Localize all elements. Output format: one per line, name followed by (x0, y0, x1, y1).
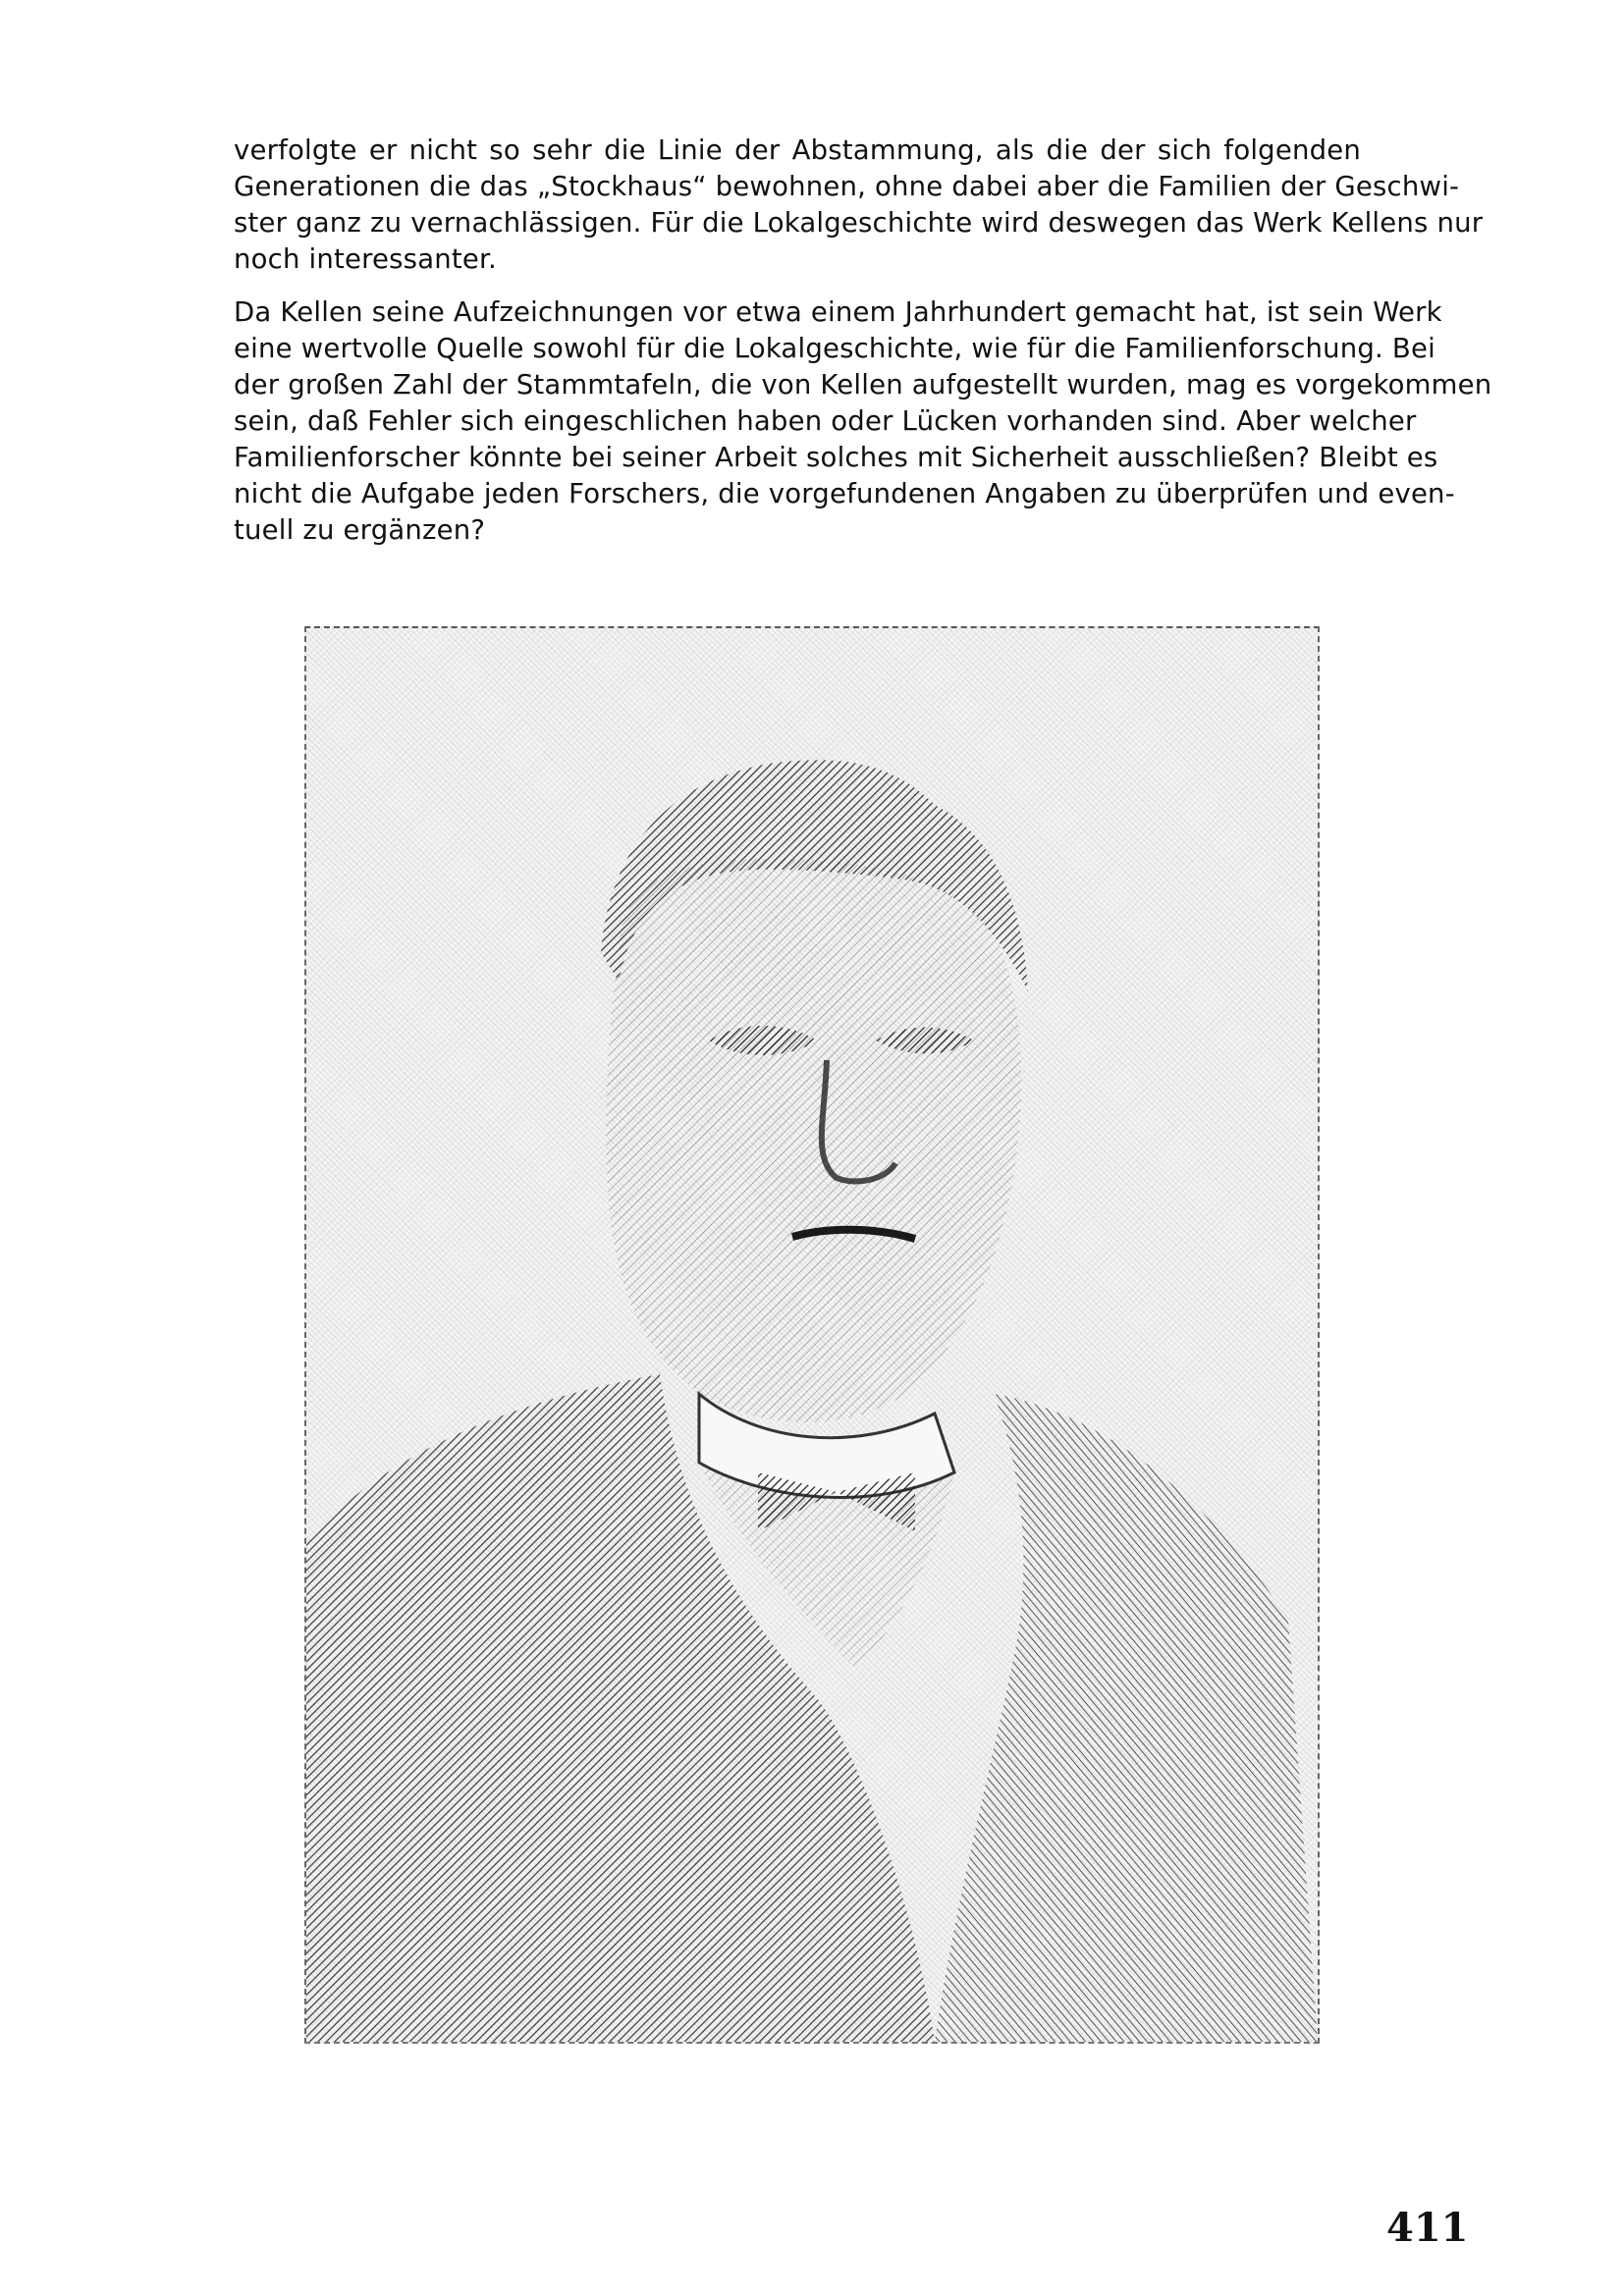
paragraph-1-line-4: noch interessanter. (234, 243, 497, 275)
paragraph-2-line-6: nicht die Aufgabe jeden Forschers, die vorgefundenen Angaben zu überprüfen und even- (234, 478, 1455, 509)
paragraph-2-line-2: eine wertvolle Quelle sowohl für die Lokalgeschichte, wie für die Familienforschung. Bei (234, 333, 1435, 364)
portrait-photo (304, 626, 1320, 2044)
coat-right-shape (935, 1394, 1318, 2042)
paragraph-2-line-3: der großen Zahl der Stammtafeln, die von Kellen aufgestellt wurden, mag es vorgekommen (234, 369, 1492, 400)
portrait-illustration (306, 628, 1318, 2042)
page-number: 411 (1386, 2205, 1469, 2251)
paragraph-2-line-7: tuell zu ergänzen? (234, 514, 486, 546)
paragraph-2 (234, 294, 1492, 549)
paragraph-1-line-2: Generationen die das „Stockhaus“ bewohnen, ohne dabei aber die Familien der Geschwi- (234, 171, 1460, 202)
face-shape (606, 859, 1021, 1422)
paragraph-2-line-5: Familienforscher könnte bei seiner Arbeit solches mit Sicherheit ausschließen? Bleibt es (234, 442, 1438, 473)
paragraph-1-line-3: ster ganz zu vernachlässigen. Für die Lokalgeschichte wird deswegen das Werk Kellens nur (234, 207, 1484, 239)
paragraph-1-line-1: verfolgte er nicht so sehr die Linie der Abstammung, als die der sich folgenden (234, 134, 1361, 166)
paragraph-2-line-1: Da Kellen seine Aufzeichnungen vor etwa einem Jahrhundert gemacht hat, ist sein Werk (234, 296, 1442, 328)
paragraph-1 (234, 133, 1484, 278)
paragraph-2-line-4: sein, daß Fehler sich eingeschlichen haben oder Lücken vorhanden sind. Aber welcher (234, 405, 1417, 437)
